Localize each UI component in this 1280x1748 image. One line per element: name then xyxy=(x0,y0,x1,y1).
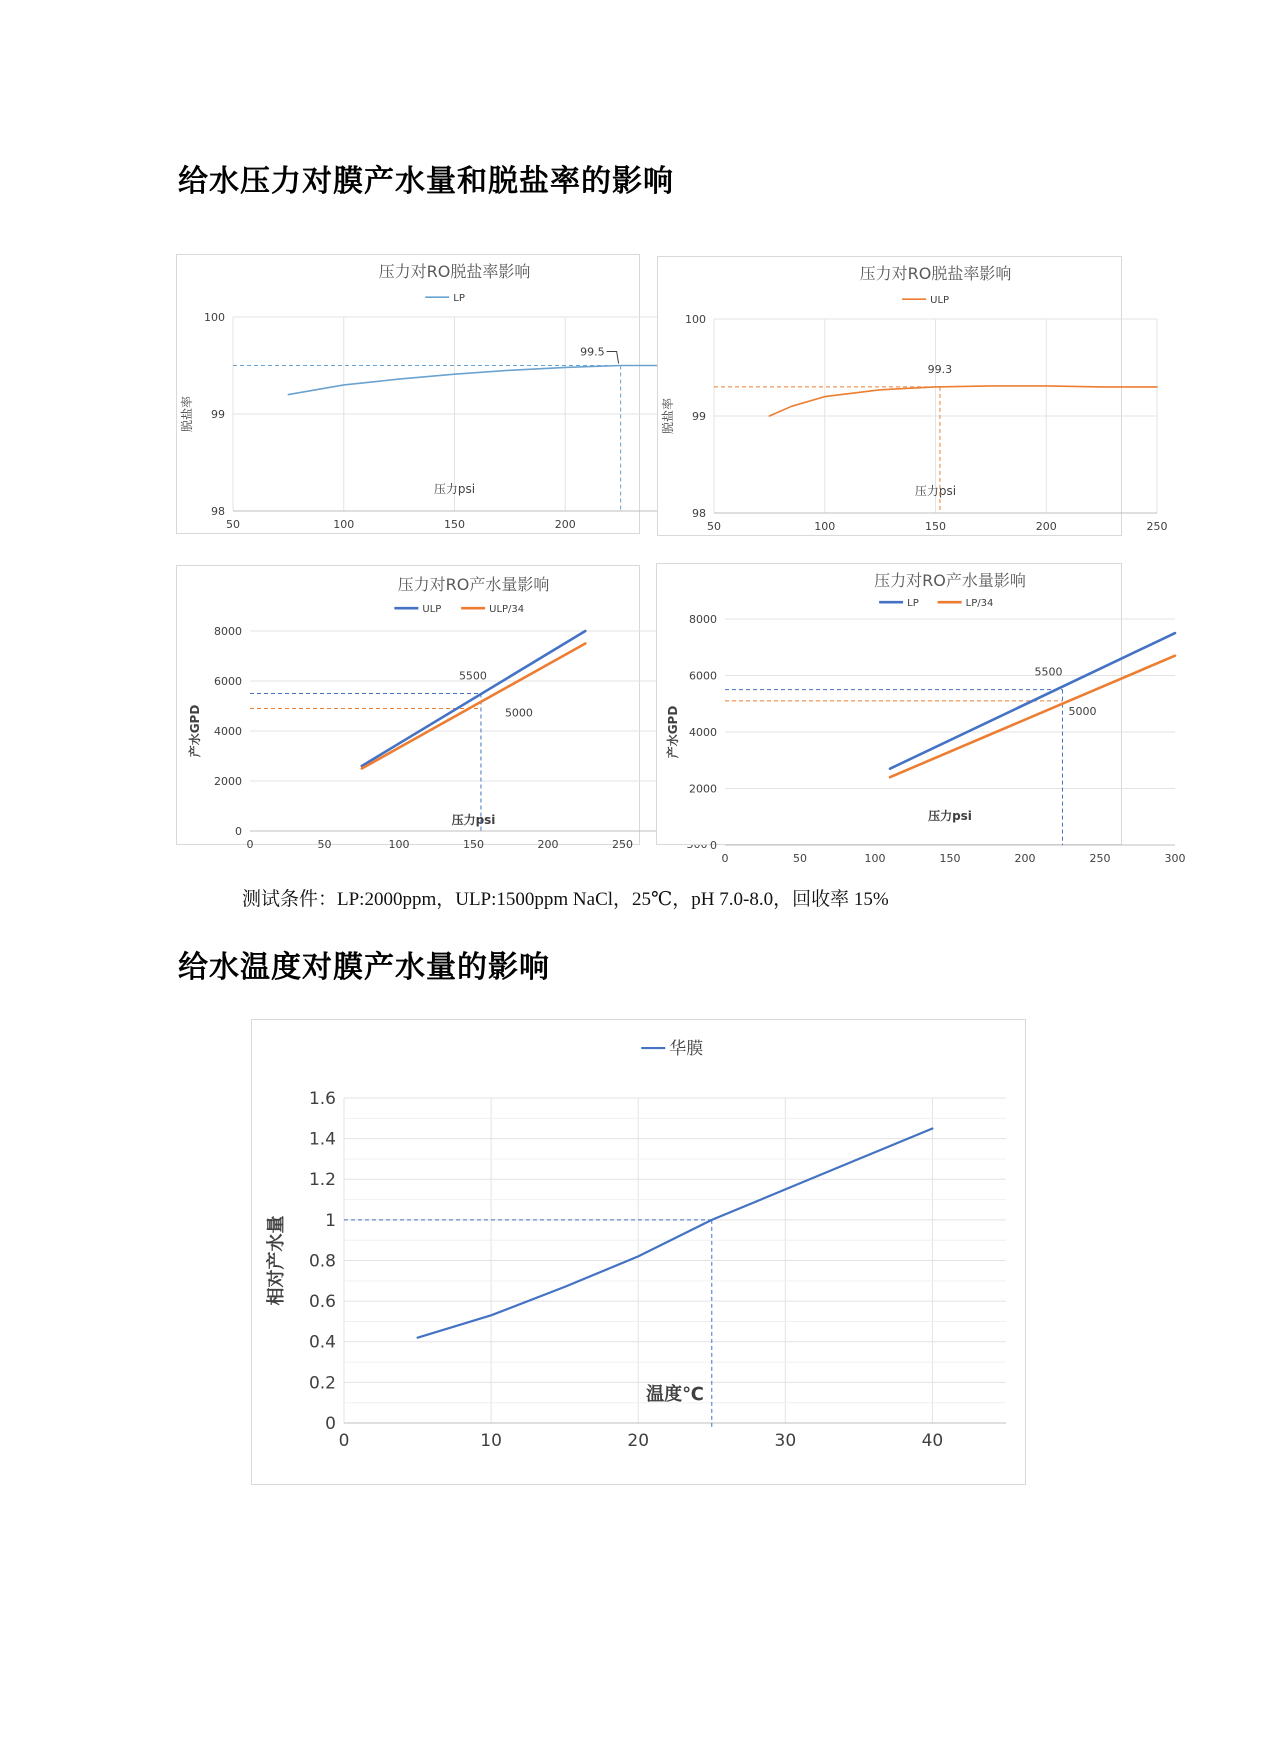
legend-label: LP xyxy=(453,293,465,304)
x-axis-label: 压力psi xyxy=(433,482,476,496)
chart-svg-c2 xyxy=(658,257,1168,537)
x-tick-label: 20 xyxy=(627,1431,650,1451)
annotation-label: 99.3 xyxy=(927,362,953,376)
x-tick-label: 100 xyxy=(864,852,886,865)
chart-title: 压力对RO脱盐率影响 xyxy=(859,264,1012,283)
chart-svg-c5 xyxy=(252,1020,1027,1486)
heading-pressure-effect: 给水压力对膜产水量和脱盐率的影响 xyxy=(178,164,674,199)
series-line-lp xyxy=(890,633,1175,769)
chart-pressure-rejection-ulp xyxy=(657,256,1168,536)
y-tick-label: 0.4 xyxy=(308,1332,336,1353)
x-tick-label: 100 xyxy=(388,838,410,851)
legend-label: ULP/34 xyxy=(489,604,525,615)
y-tick-label: 2000 xyxy=(214,774,242,788)
annotation-label: 5000 xyxy=(1068,704,1097,718)
y-tick-label: 0 xyxy=(325,1413,336,1434)
heading-temperature-effect: 给水温度对膜产水量的影响 xyxy=(178,950,550,985)
x-tick-label: 300 xyxy=(1164,852,1186,865)
chart-pressure-flow-lp xyxy=(656,563,1186,865)
x-tick-label: 30 xyxy=(774,1431,797,1451)
y-tick-label: 98 xyxy=(692,506,706,520)
x-tick-label: 0 xyxy=(338,1431,350,1451)
annotation-label: 5000 xyxy=(504,706,533,720)
y-tick-label: 2000 xyxy=(689,782,717,796)
series-line-ulp-34 xyxy=(362,644,586,769)
y-tick-label: 6000 xyxy=(214,674,242,688)
x-tick-label: 150 xyxy=(463,838,484,851)
y-tick-label: 99 xyxy=(211,407,225,421)
y-axis-label: 产水GPD xyxy=(188,704,202,758)
annotation-label: 99.5 xyxy=(580,345,605,359)
y-tick-label: 0 xyxy=(710,838,717,852)
series-line-lp-34 xyxy=(890,656,1175,778)
y-tick-label: 100 xyxy=(204,310,225,324)
x-axis-label: 压力psi xyxy=(451,813,496,827)
y-tick-label: 0.6 xyxy=(308,1292,336,1313)
x-tick-label: 0 xyxy=(246,838,254,851)
series-line-- xyxy=(418,1129,933,1338)
x-tick-label: 10 xyxy=(480,1431,502,1451)
legend-label: 华膜 xyxy=(669,1039,704,1059)
x-tick-label: 50 xyxy=(226,518,240,531)
x-tick-label: 200 xyxy=(537,838,559,851)
legend-label: LP/34 xyxy=(965,598,994,609)
x-tick-label: 50 xyxy=(317,838,332,851)
y-tick-label: 4000 xyxy=(689,725,717,739)
x-axis-label: 压力psi xyxy=(928,809,972,823)
legend-label: ULP xyxy=(422,604,442,615)
x-tick-label: 50 xyxy=(793,852,807,865)
x-tick-label: 40 xyxy=(921,1431,944,1451)
y-tick-label: 1.4 xyxy=(308,1129,336,1150)
x-tick-label: 150 xyxy=(444,518,465,531)
legend-label: ULP xyxy=(930,295,950,306)
y-axis-label: 产水GPD xyxy=(666,705,680,759)
x-tick-label: 150 xyxy=(925,520,946,533)
x-tick-label: 200 xyxy=(554,518,576,531)
chart-svg-c4 xyxy=(657,564,1186,865)
x-tick-label: 250 xyxy=(1089,852,1111,865)
y-tick-label: 1.6 xyxy=(308,1088,336,1109)
chart-temperature-flow xyxy=(251,1019,1026,1485)
y-axis-label: 相对产水量 xyxy=(266,1215,287,1306)
y-tick-label: 8000 xyxy=(214,624,242,638)
y-axis-label: 脱盐率 xyxy=(180,395,194,433)
y-tick-label: 4000 xyxy=(214,724,242,738)
y-tick-label: 1.2 xyxy=(308,1170,336,1191)
x-tick-label: 200 xyxy=(1035,520,1057,533)
y-axis-label: 脱盐率 xyxy=(661,397,675,435)
y-tick-label: 6000 xyxy=(689,669,717,683)
chart-title: 压力对RO产水量影响 xyxy=(874,571,1026,590)
test-conditions-caption: 测试条件：LP:2000ppm，ULP:1500ppm NaCl，25℃，pH 7.0-8.0，回收率 15% xyxy=(242,889,889,910)
legend-label: LP xyxy=(907,598,919,609)
chart-svg-c3 xyxy=(177,566,641,851)
y-tick-label: 0.8 xyxy=(308,1251,336,1272)
chart-pressure-flow-ulp xyxy=(176,565,640,851)
annotation-label: 5500 xyxy=(1034,665,1063,679)
x-axis-label: 温度℃ xyxy=(646,1384,704,1405)
y-tick-label: 0 xyxy=(235,824,242,838)
y-tick-label: 98 xyxy=(211,504,225,518)
x-tick-label: 0 xyxy=(721,852,729,865)
x-tick-label: 250 xyxy=(1146,520,1168,533)
y-tick-label: 1 xyxy=(325,1210,336,1231)
chart-pressure-rejection-lp xyxy=(176,254,640,534)
chart-title: 压力对RO产水量影响 xyxy=(397,575,550,594)
series-line-lp xyxy=(288,366,676,395)
x-tick-label: 100 xyxy=(333,518,355,531)
annotation-leader xyxy=(607,352,619,364)
annotation-label: 5500 xyxy=(458,669,487,683)
y-tick-label: 8000 xyxy=(689,612,717,626)
x-tick-label: 100 xyxy=(814,520,836,533)
y-tick-label: 100 xyxy=(685,312,706,326)
y-tick-label: 99 xyxy=(692,409,706,423)
x-tick-label: 50 xyxy=(707,520,721,533)
series-line-ulp xyxy=(769,386,1157,416)
series-line-ulp xyxy=(362,631,586,766)
x-tick-label: 150 xyxy=(939,852,961,865)
x-tick-label: 250 xyxy=(612,838,633,851)
x-tick-label: 200 xyxy=(1014,852,1036,865)
y-tick-label: 0.2 xyxy=(308,1373,336,1394)
x-axis-label: 压力psi xyxy=(914,484,957,498)
chart-svg-c1 xyxy=(177,255,641,535)
chart-title: 压力对RO脱盐率影响 xyxy=(378,262,531,281)
